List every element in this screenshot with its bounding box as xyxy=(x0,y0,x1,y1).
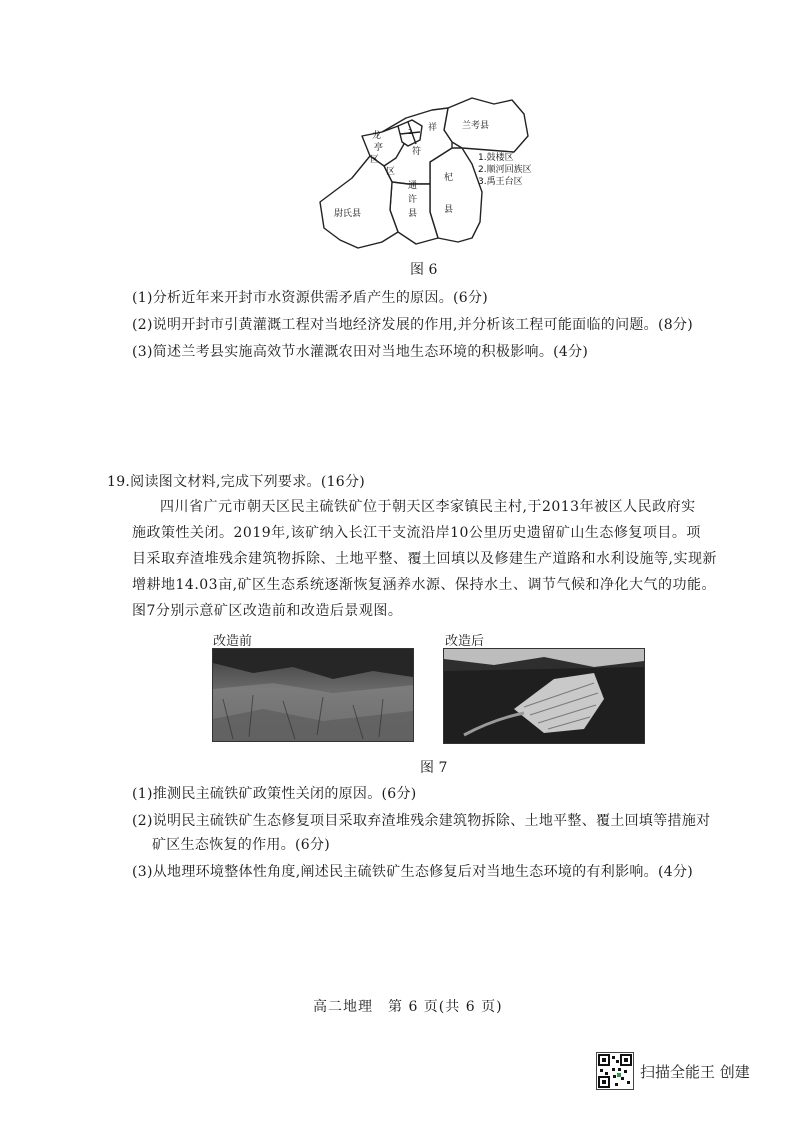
q19-sub2-line1: (2)说明民主硫铁矿生态修复项目采取弃渣堆残余建筑物拆除、土地平整、覆土回填等措施对 xyxy=(132,813,711,829)
map-label-longting-2: 亭 xyxy=(374,143,384,153)
map-label-qi-1: 杞 xyxy=(444,173,454,183)
q19-sub1: (1)推测民主硫铁矿政策性关闭的原因。(6分) xyxy=(132,786,417,802)
photo-before xyxy=(212,648,414,742)
q18-sub3: (3)简述兰考县实施高效节水灌溉农田对当地生态环境的积极影响。(4分) xyxy=(132,344,589,360)
figure7-caption: 图 7 xyxy=(420,760,448,776)
figure6-caption: 图 6 xyxy=(410,262,438,278)
map-legend-3: 3.禹王台区 xyxy=(478,177,523,187)
map-label-shunhe-num: 2 xyxy=(408,128,413,136)
q19-title: 19.阅读图文材料,完成下列要求。(16分) xyxy=(107,474,366,490)
map-label-xiangfu-2: 符 xyxy=(412,147,422,157)
map-label-tongxu-1: 通 xyxy=(408,181,418,191)
q19-para-line: 四川省广元市朝天区民主硫铁矿位于朝天区李家镇民主村,于2013年被区人民政府实 xyxy=(160,499,696,515)
q18-sub1: (1)分析近年来开封市水资源供需矛盾产生的原因。(6分) xyxy=(132,290,489,306)
q19-paragraph xyxy=(132,494,722,624)
photo-after-caption: 改造后 xyxy=(445,634,485,649)
qr-code-icon xyxy=(596,1052,634,1090)
region-qi xyxy=(430,148,482,242)
q19-para-line: 图7分别示意矿区改造前和改造后景观图。 xyxy=(132,603,403,619)
map-label-xiangfu-3: 区 xyxy=(386,167,396,177)
q19-sub3: (3)从地理环境整体性角度,阐述民主硫铁矿生态修复后对当地生态环境的有利影响。(4分) xyxy=(132,864,694,880)
page-footer: 高二地理 第 6 页(共 6 页) xyxy=(313,999,503,1015)
map-label-lankao: 兰考县 xyxy=(462,121,490,131)
q19-sub2-line2: 矿区生态恢复的作用。(6分) xyxy=(152,837,331,853)
map-legend-1: 1.鼓楼区 xyxy=(478,153,514,163)
map-label-xiangfu-1: 祥 xyxy=(428,123,438,133)
map-label-tongxu-3: 县 xyxy=(408,209,418,219)
figure6-map xyxy=(312,92,534,254)
q18-sub2: (2)说明开封市引黄灌溉工程对当地经济发展的作用,并分析该工程可能面临的问题。(8分) xyxy=(132,317,694,333)
q19-para-line: 施政策性关闭。2019年,该矿纳入长江干支流沿岸10公里历史遗留矿山生态修复项目。项 xyxy=(132,525,701,541)
map-label-longting-1: 龙 xyxy=(372,131,382,141)
map-label-weishi: 尉氏县 xyxy=(334,209,362,219)
map-label-longting-3: 区 xyxy=(370,155,380,165)
q19-para-line: 增耕地14.03亩,矿区生态系统逐渐恢复涵养水源、保持水土、调节气候和净化大气的功能。 xyxy=(132,577,717,593)
scanner-watermark: 扫描全能王 创建 xyxy=(640,1063,750,1081)
photo-after xyxy=(443,648,645,744)
map-legend-2: 2.顺河回族区 xyxy=(478,165,532,175)
photo-before-caption: 改造前 xyxy=(213,634,253,649)
map-label-qi-2: 县 xyxy=(444,205,454,215)
q19-para-line: 目采取弃渣堆残余建筑物拆除、土地平整、覆土回填以及修建生产道路和水利设施等,实现新 xyxy=(132,551,717,567)
map-label-tongxu-2: 许 xyxy=(408,195,418,205)
